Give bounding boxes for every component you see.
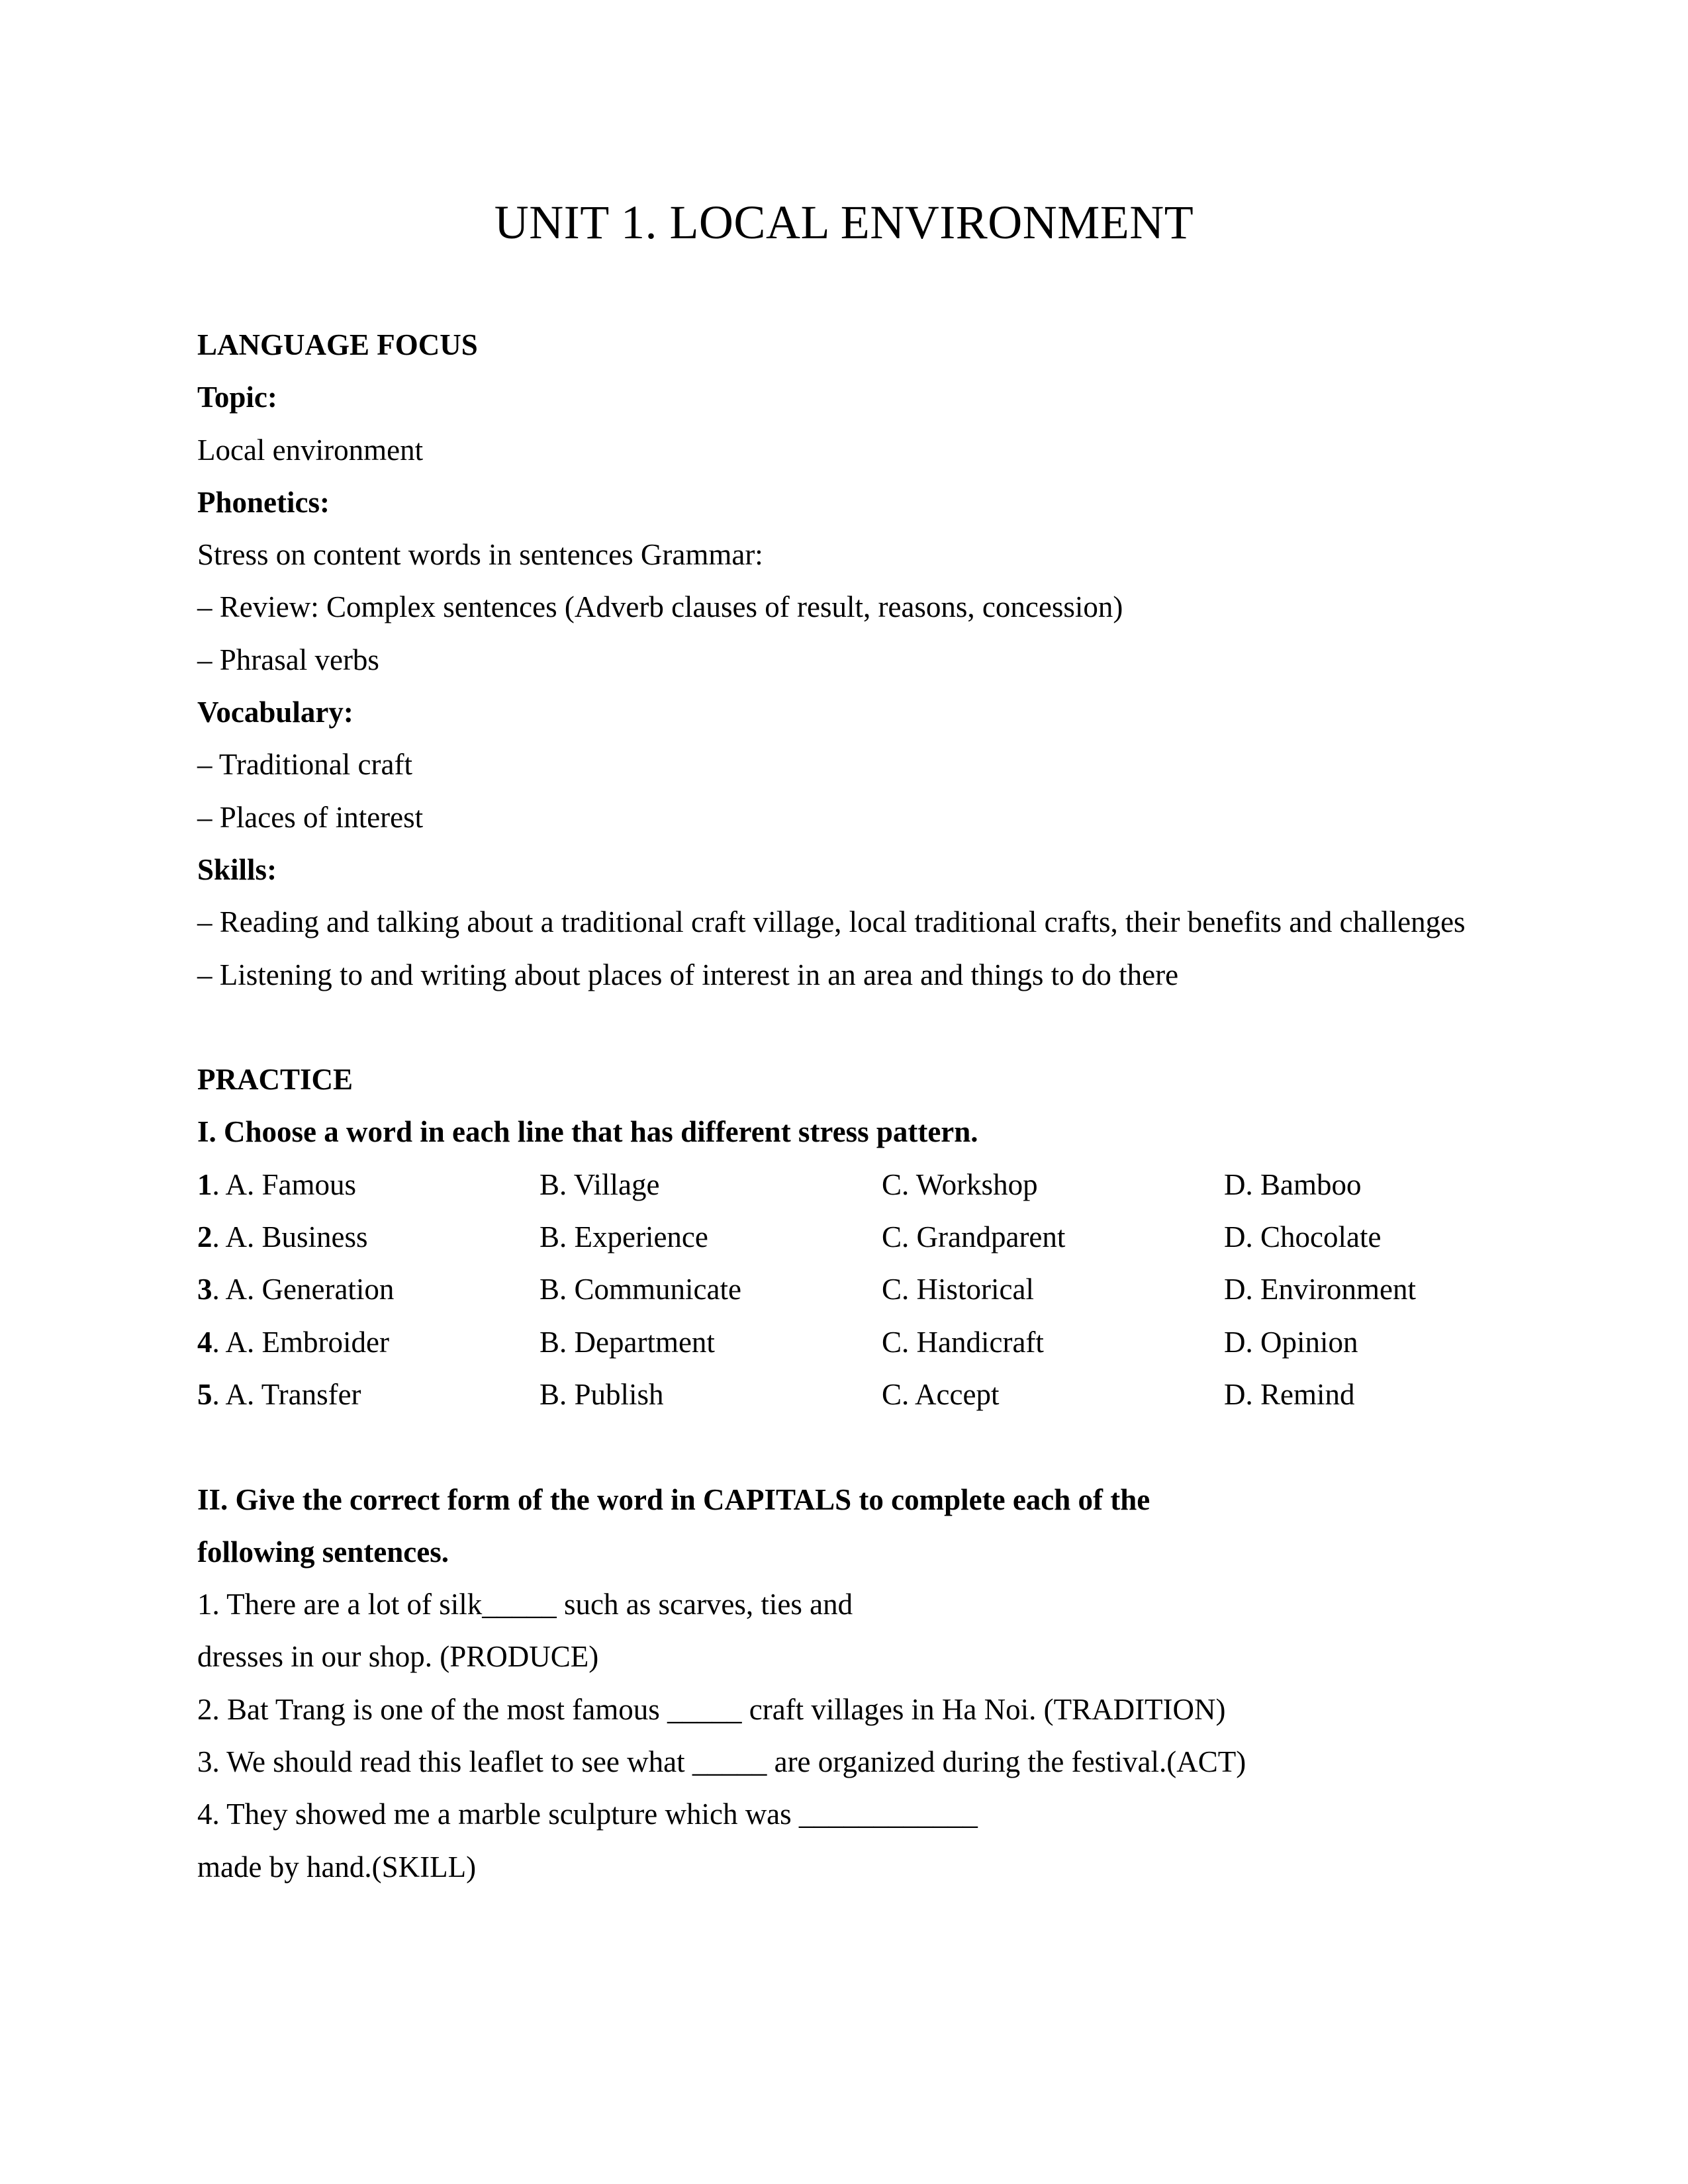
option-c: C. Workshop	[882, 1167, 1038, 1201]
exercise1-heading: I. Choose a word in each line that has different stress pattern.	[197, 1115, 978, 1149]
exercise1-row	[197, 1159, 1495, 1211]
option-a	[197, 1263, 539, 1316]
option-c: C. Grandparent	[882, 1220, 1066, 1254]
option-b: B. Experience	[539, 1220, 708, 1254]
option-a-text: . A. Famous	[212, 1167, 357, 1201]
exercise1-row	[197, 1369, 1495, 1421]
skills-item: – Reading and talking about a traditional craft village, local traditional crafts, their benefits and challenges	[197, 905, 1466, 939]
option-b: B. Department	[539, 1325, 715, 1359]
option-a-text: . A. Transfer	[212, 1377, 361, 1411]
option-a	[197, 1159, 539, 1211]
question-number: 4	[197, 1325, 212, 1359]
option-b: B. Communicate	[539, 1273, 741, 1306]
unit-title: UNIT 1. LOCAL ENVIRONMENT	[494, 196, 1194, 249]
exercise2-line: made by hand.(SKILL)	[197, 1850, 477, 1884]
exercise2-heading: II. Give the correct form of the word in CAPITALS to complete each of the	[197, 1482, 1150, 1516]
exercise2-heading-continued: following sentences.	[197, 1535, 449, 1569]
question-number: 5	[197, 1377, 212, 1411]
option-b: B. Village	[539, 1167, 660, 1201]
exercise2-line: dresses in our shop. (PRODUCE)	[197, 1640, 599, 1674]
option-c: C. Accept	[882, 1377, 1000, 1411]
option-a	[197, 1369, 539, 1421]
option-a-text: . A. Business	[212, 1220, 368, 1254]
vocabulary-item: – Traditional craft	[197, 748, 412, 782]
question-number: 1	[197, 1167, 212, 1201]
grammar-item: – Review: Complex sentences (Adverb clauses of result, reasons, concession)	[197, 590, 1123, 624]
phonetics-text: Stress on content words in sentences Grammar:	[197, 538, 763, 572]
option-d: D. Remind	[1224, 1377, 1355, 1411]
option-a	[197, 1316, 539, 1369]
exercise2-line: 4. They showed me a marble sculpture which was ____________	[197, 1797, 978, 1831]
exercise2-line: 3. We should read this leaflet to see what _____ are organized during the festival.(ACT)	[197, 1745, 1246, 1779]
option-d: D. Environment	[1224, 1273, 1416, 1306]
option-a	[197, 1211, 539, 1263]
phonetics-label: Phonetics:	[197, 485, 330, 519]
exercise2-line: 1. There are a lot of silk_____ such as scarves, ties and	[197, 1588, 853, 1621]
option-c: C. Handicraft	[882, 1325, 1044, 1359]
exercise2-line: 2. Bat Trang is one of the most famous _____ craft villages in Ha Noi. (TRADITION)	[197, 1692, 1226, 1726]
spacer	[197, 1001, 1495, 1054]
exercise1-row	[197, 1263, 1495, 1316]
grammar-item: – Phrasal verbs	[197, 643, 379, 676]
option-b: B. Publish	[539, 1377, 664, 1411]
option-d: D. Bamboo	[1224, 1167, 1362, 1201]
option-d: D. Opinion	[1224, 1325, 1358, 1359]
option-c: C. Historical	[882, 1273, 1034, 1306]
exercise1-row	[197, 1316, 1495, 1369]
question-number: 3	[197, 1273, 212, 1306]
practice-heading: PRACTICE	[197, 1063, 353, 1097]
question-number: 2	[197, 1220, 212, 1254]
skills-item: – Listening to and writing about places of interest in an area and things to do there	[197, 958, 1179, 991]
spacer	[197, 1421, 1495, 1473]
exercise1-row	[197, 1211, 1495, 1263]
document-body	[197, 319, 1495, 1893]
vocabulary-item: – Places of interest	[197, 800, 424, 834]
option-d: D. Chocolate	[1224, 1220, 1382, 1254]
topic-label: Topic:	[197, 381, 277, 414]
skills-label: Skills:	[197, 852, 277, 886]
language-focus-heading: LANGUAGE FOCUS	[197, 328, 478, 361]
vocabulary-label: Vocabulary:	[197, 696, 353, 729]
option-a-text: . A. Generation	[212, 1273, 395, 1306]
option-a-text: . A. Embroider	[212, 1325, 389, 1359]
topic-text: Local environment	[197, 433, 424, 467]
